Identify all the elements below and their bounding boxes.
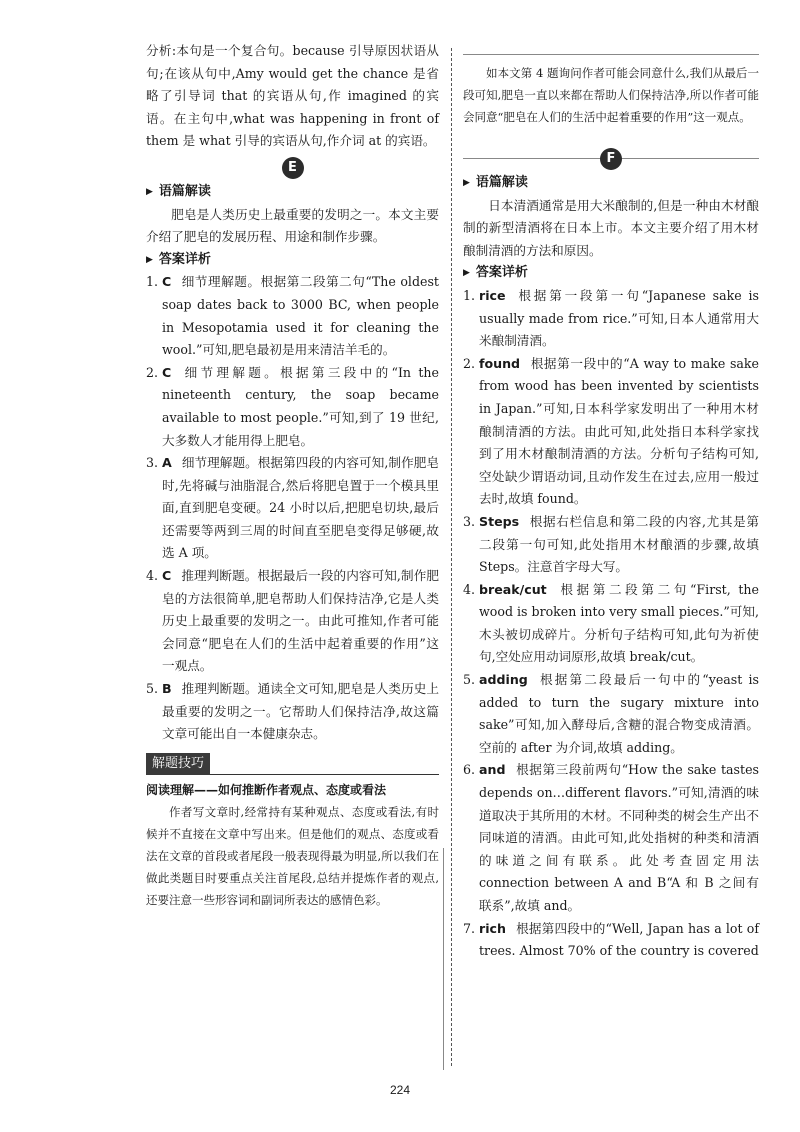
triangle-bullet-icon: ▶ — [146, 186, 153, 197]
tips-box-right-border — [439, 848, 444, 1070]
answer-item: 2. found 根据第一段中的“A way to make sake from wood has been invented by scientists in Japan.”可知,日本科学家发明出了一种用木材酿制清酒的方法。由此可知,此处指日本科学家找到了用木材酿制清酒的方法。分析句子结构可知,空处缺少谓语动词,且动作发生在过去,应用一般过去时,故填 found。 — [463, 355, 759, 507]
sentence-analysis: 分析:本句是一个复合句。because 引导原因状语从句;在该从句中,Amy would get the chance 是省略了引导词 that 的宾语从句,作 imagined 的宾语。在主句中,what was happening in front of them 是 what 引导的宾语从句,作介词 at 的宾语。 — [146, 43, 439, 149]
answers-heading-e: ▶ 答案详析 — [146, 249, 439, 272]
section-f-marker — [463, 148, 759, 170]
answer-item: 3. A 细节理解题。根据第四段的内容可知,制作肥皂时,先将碱与油脂混合,然后将肥皂置于一个模具里面,直到肥皂变硬。24 小时以后,把肥皂切块,最后还需要等两到三周的时间直至肥皂变得足够硬,故选 A 项。 — [146, 455, 439, 561]
page-number: 224 — [389, 1083, 411, 1097]
answer-item: 1. rice 根据第一段第一句“Japanese sake is usually made from rice.”可知,日本人通常用大米酿制清酒。 — [463, 287, 759, 349]
answer-item: 2. C 细节理解题。根据第三段中的“In the nineteenth century, the soap became available to most people.”可知,到了 19 世纪,大多数人才能用得上肥皂。 — [146, 364, 439, 448]
tips-title: 解题技巧 — [146, 753, 210, 775]
right-column — [463, 40, 759, 963]
answer-item: 5. B 推理判断题。通读全文可知,肥皂是人类历史上最重要的发明之一。它帮助人们保持洁净,故这篇文章可能出自一本健康杂志。 — [146, 681, 439, 742]
tips-subtitle: 阅读理解——如何推断作者观点、态度或看法 — [146, 782, 387, 797]
triangle-bullet-icon: ▶ — [463, 178, 470, 188]
left-column — [146, 40, 439, 911]
section-e-badge: E — [282, 157, 304, 179]
column-divider — [451, 48, 452, 1066]
section-f-badge: F — [600, 148, 622, 170]
answer-item: 4. C 推理判断题。根据最后一段的内容可知,制作肥皂的方法很简单,肥皂帮助人们保持洁净,它是人类历史上最重要的发明之一。由此可推知,作者可能会同意“肥皂在人们的生活中起着重要的作用”这一观点。 — [146, 568, 439, 674]
reading-summary-f: 日本清酒通常是用大米酿制的,但是一种由木材酿制的新型清酒将在日本上市。本文主要介绍了用木材酿制清酒的方法和原因。 — [463, 197, 759, 258]
answer-item: 1. C 细节理解题。根据第二段第二句“The oldest soap dates back to 3000 BC, when people in Mesopotamia used it for cleaning the wool.”可知,肥皂最初是用来清洁羊毛的。 — [146, 274, 439, 358]
answer-item: 7. rich 根据第四段中的“Well, Japan has a lot of trees. Almost 70% of the country is covered — [463, 920, 759, 959]
tip-continued: 如本文第 4 题询问作者可能会同意什么,我们从最后一段可知,肥皂一直以来都在帮助人们保持洁净,所以作者可能会同意“肥皂在人们的生活中起着重要的作用”这一观点。 — [463, 66, 759, 124]
reading-heading-f: ▶ 语篇解读 — [463, 172, 759, 195]
section-e-marker — [146, 157, 439, 179]
tips-text: 作者写文章时,经常持有某种观点、态度或看法,有时候并不直接在文章中写出来。但是他们的观点、态度或看法在文章的首段或者尾段一般表现得最为明显,所以我们在做此类题目时要重点关注首尾段,总结并提炼作者的观点,还要注意一些形容词和副词所表达的感情色彩。 — [146, 805, 439, 908]
answer-item: 6. and 根据第三段前两句“How the sake tastes depends on…different flavors.”可知,清酒的味道取决于其所用的木材。不同种类的树会生产出不同味道的清酒。由此可知,此处指树的种类和清酒的味道之间有联系。此处考查固定用法 connection between A and B“A 和 B 之间有联系”,故填 and。 — [463, 762, 759, 913]
solving-tips-box — [146, 752, 439, 912]
triangle-bullet-icon: ▶ — [463, 268, 470, 279]
answer-item: 5. adding 根据第二段最后一句中的“yeast is added to turn the sugary mixture into sake”可知,加入酵母后,含糖的混合物变成清酒。空前的 after 为介词,故填 adding。 — [463, 672, 759, 755]
answers-heading-f: ▶ 答案详析 — [463, 262, 759, 285]
answer-item: 4. break/cut 根据第二段第二句“First, the wood is broken into very small pieces.”可知,木头被切成碎片。分析句子结构可知,此句为祈使句,空处应用动词原形,故填 break/cut。 — [463, 581, 759, 665]
answer-item: 3. Steps 根据右栏信息和第二段的内容,尤其是第二段第一句可知,此处指用木材酿酒的步骤,故填 Steps。注意首字母大写。 — [463, 513, 759, 575]
reading-heading-e: ▶ 语篇解读 — [146, 181, 439, 204]
triangle-bullet-icon: ▶ — [146, 254, 153, 265]
reading-summary-e: 肥皂是人类历史上最重要的发明之一。本文主要介绍了肥皂的发展历程、用途和制作步骤。 — [146, 206, 439, 245]
